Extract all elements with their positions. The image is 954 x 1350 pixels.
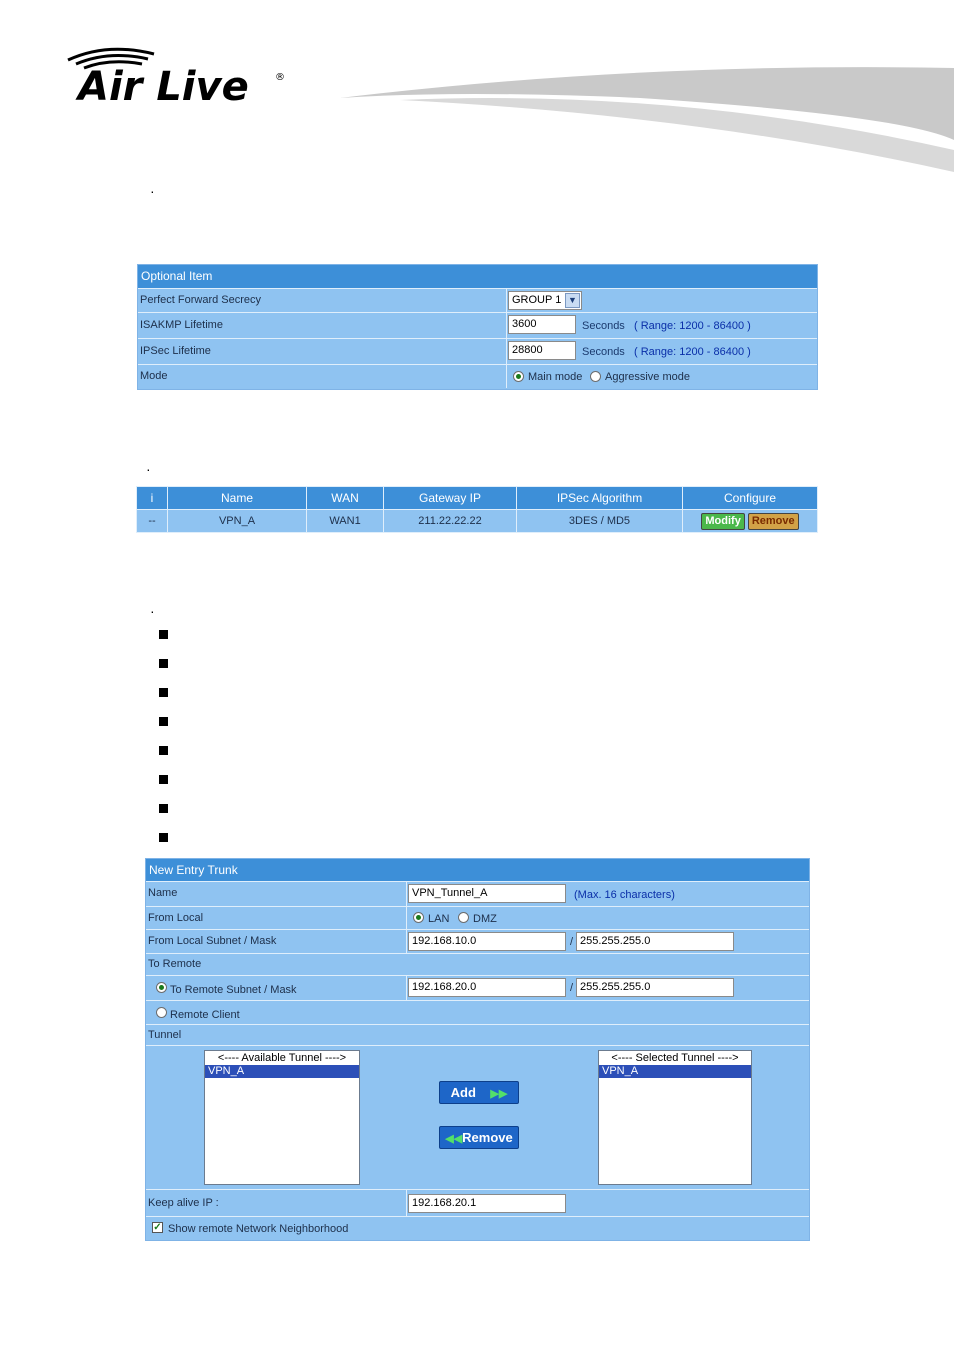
- bullet-square: [159, 804, 168, 813]
- trunk-name-label: Name: [148, 887, 178, 899]
- header-swoosh: [340, 60, 954, 180]
- isakmp-range: ( Range: 1200 - 86400 ): [633, 320, 751, 332]
- remote-subnet-radio[interactable]: [156, 982, 167, 993]
- logo-text: Air Live: [78, 64, 249, 110]
- cell-algorithm: 3DES / MD5: [517, 510, 683, 533]
- bullet-square: [159, 746, 168, 755]
- cell-configure: [683, 510, 818, 533]
- show-neighborhood-row: [146, 1216, 809, 1238]
- ipsec-unit: Seconds: [582, 346, 625, 358]
- mode-label: Mode: [140, 370, 168, 382]
- remote-client-row: [146, 1000, 809, 1024]
- remote-subnet-separator: /: [570, 982, 574, 994]
- remote-subnet-input[interactable]: 192.168.20.0: [408, 978, 566, 997]
- airlive-logo: [62, 40, 292, 110]
- add-button-label: Add: [450, 1085, 476, 1100]
- local-subnet-label: From Local Subnet / Mask: [148, 935, 277, 947]
- tunnel-label: Tunnel: [148, 1029, 182, 1041]
- main-mode-radio[interactable]: [513, 371, 524, 382]
- optional-item-title: Optional Item: [138, 265, 817, 288]
- aggressive-mode-label: Aggressive mode: [605, 371, 690, 383]
- lan-radio[interactable]: [413, 912, 424, 923]
- cell-name: VPN_A: [168, 510, 307, 533]
- chevron-right-icon: ▶▶: [490, 1088, 508, 1100]
- remote-subnet-label: To Remote Subnet / Mask: [170, 984, 297, 996]
- dmz-radio[interactable]: [458, 912, 469, 923]
- selected-tunnel-list[interactable]: [598, 1050, 752, 1185]
- local-subnet-row: [146, 929, 809, 953]
- tunnel-table: [136, 486, 818, 533]
- chevron-down-icon[interactable]: ▼: [565, 293, 580, 308]
- add-button[interactable]: [439, 1081, 519, 1104]
- bullet-square: [159, 717, 168, 726]
- col-wan: WAN: [307, 487, 384, 510]
- remote-subnet-row: [146, 975, 809, 1000]
- ipsec-lifetime-input[interactable]: 28800: [508, 341, 576, 360]
- col-gateway-ip: Gateway IP: [384, 487, 517, 510]
- to-remote-label: To Remote: [148, 958, 202, 970]
- tunnel-label-row: [146, 1024, 809, 1045]
- remote-client-label: Remote Client: [170, 1009, 240, 1021]
- modify-button[interactable]: Modify: [701, 513, 744, 530]
- to-remote-row: [146, 953, 809, 975]
- new-entry-trunk-panel: [145, 858, 810, 1241]
- remove-tunnel-button-label: Remove: [462, 1130, 513, 1145]
- isakmp-label: ISAKMP Lifetime: [140, 319, 223, 331]
- main-mode-label: Main mode: [528, 371, 583, 383]
- pfs-select[interactable]: [508, 291, 582, 310]
- ipsec-label: IPSec Lifetime: [140, 345, 211, 357]
- isakmp-lifetime-input[interactable]: 3600: [508, 315, 576, 334]
- pfs-label: Perfect Forward Secrecy: [140, 294, 262, 306]
- isakmp-unit: Seconds: [582, 320, 625, 332]
- list-item[interactable]: VPN_A: [599, 1065, 751, 1078]
- bullet-dot: ·: [150, 183, 155, 199]
- bullet-dot: ·: [150, 603, 155, 619]
- from-local-row: [146, 906, 809, 929]
- cell-index: --: [137, 510, 168, 533]
- available-tunnel-title: <---- Available Tunnel ---->: [217, 1052, 347, 1064]
- cell-wan: WAN1: [307, 510, 384, 533]
- keep-alive-label: Keep alive IP :: [148, 1197, 219, 1209]
- from-local-label: From Local: [148, 912, 204, 924]
- trunk-name-note: (Max. 16 characters): [574, 889, 675, 901]
- local-subnet-input[interactable]: 192.168.10.0: [408, 932, 566, 951]
- isakmp-note: [582, 320, 751, 332]
- pfs-select-value: GROUP 1: [512, 294, 562, 306]
- bullet-square: [159, 775, 168, 784]
- lan-label: LAN: [428, 913, 450, 925]
- ipsec-row: [138, 338, 817, 364]
- tunnel-select-row: [146, 1045, 809, 1189]
- trunk-name-input[interactable]: VPN_Tunnel_A: [408, 884, 566, 903]
- aggressive-mode-radio[interactable]: [590, 371, 601, 382]
- selected-tunnel-title: <---- Selected Tunnel ---->: [611, 1052, 739, 1064]
- available-tunnel-list[interactable]: [204, 1050, 360, 1185]
- local-mask-input[interactable]: 255.255.255.0: [576, 932, 734, 951]
- col-index: i: [137, 487, 168, 510]
- show-neighborhood-label: Show remote Network Neighborhood: [168, 1223, 349, 1235]
- trunk-title: New Entry Trunk: [146, 859, 809, 881]
- col-name: Name: [168, 487, 307, 510]
- remote-client-radio[interactable]: [156, 1007, 167, 1018]
- bullet-dot: ·: [146, 461, 151, 477]
- remote-mask-input[interactable]: 255.255.255.0: [576, 978, 734, 997]
- col-ipsec-algorithm: IPSec Algorithm: [517, 487, 683, 510]
- remove-tunnel-button[interactable]: [439, 1126, 519, 1149]
- cell-gateway: 211.22.22.22: [384, 510, 517, 533]
- isakmp-row: [138, 312, 817, 338]
- show-neighborhood-checkbox[interactable]: ✓: [153, 1222, 162, 1233]
- mode-row: [138, 364, 817, 388]
- tunnel-table-header: [137, 487, 818, 510]
- keep-alive-input[interactable]: 192.168.20.1: [408, 1194, 566, 1213]
- list-item[interactable]: VPN_A: [205, 1065, 359, 1078]
- registered-mark: ®: [275, 72, 285, 83]
- optional-item-panel: [137, 264, 818, 390]
- keep-alive-row: [146, 1189, 809, 1216]
- pfs-row: [138, 288, 817, 312]
- trunk-name-row: [146, 881, 809, 906]
- local-subnet-separator: /: [570, 936, 574, 948]
- bullet-square: [159, 833, 168, 842]
- bullet-square: [159, 688, 168, 697]
- ipsec-range: ( Range: 1200 - 86400 ): [633, 346, 751, 358]
- bullet-square: [159, 659, 168, 668]
- ipsec-note: [582, 346, 751, 358]
- dmz-label: DMZ: [473, 913, 497, 925]
- col-configure: Configure: [683, 487, 818, 510]
- chevron-left-icon: ◀◀: [445, 1133, 463, 1145]
- bullet-square: [159, 630, 168, 639]
- table-row: [137, 510, 818, 533]
- remove-button[interactable]: Remove: [748, 513, 799, 530]
